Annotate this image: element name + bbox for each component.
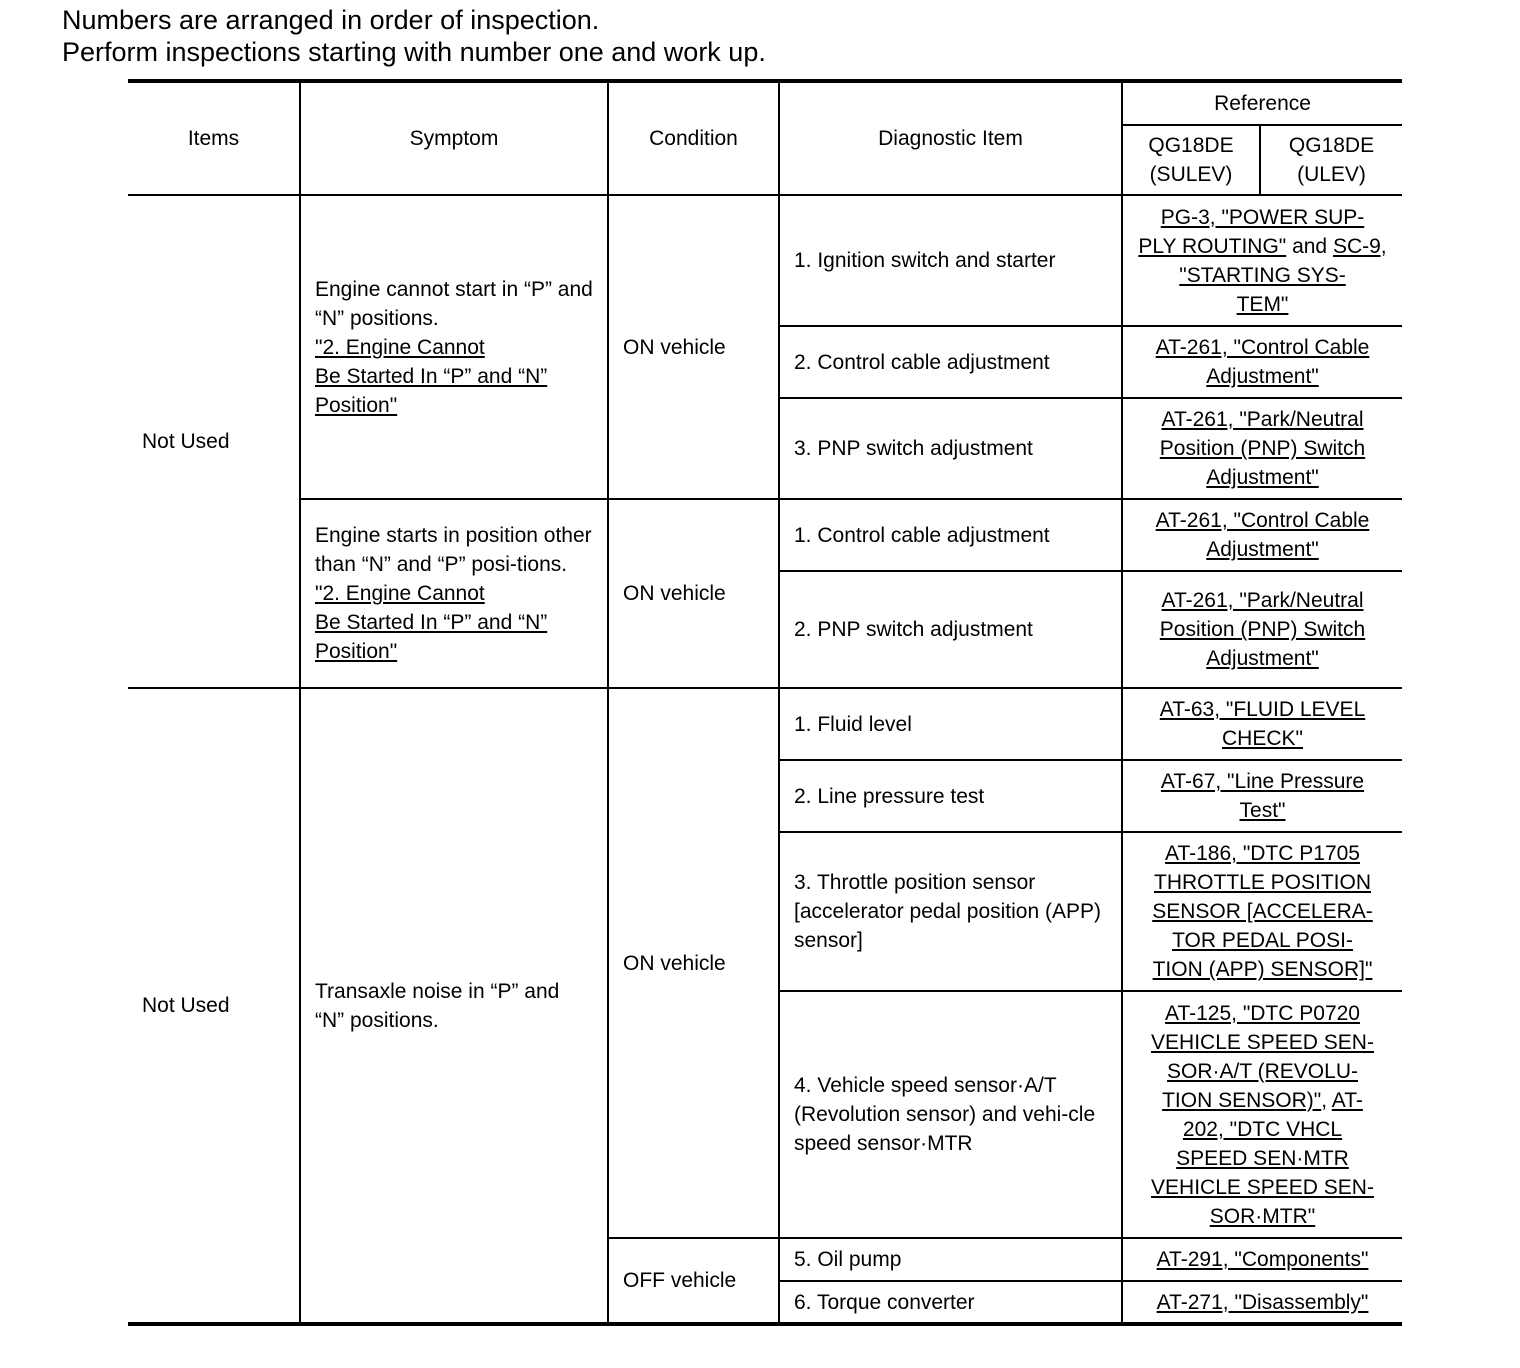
reference-cell <box>1122 398 1402 499</box>
reference-link[interactable]: AT-125, "DTC P0720 VEHICLE SPEED SEN- SOR·A/T (REVOLU- TION SENSOR)" <box>1151 1001 1374 1112</box>
reference-link[interactable]: AT-291, "Components" <box>1156 1248 1369 1271</box>
symptom-cell <box>300 499 608 688</box>
reference-link[interactable]: AT- 202, "DTC VHCL SPEED SEN·MTR VEHICLE SPEED SEN- SOR·MTR" <box>1151 1088 1374 1228</box>
diagnostic-item: 1. Fluid level <box>779 688 1122 760</box>
reference-conjunction: and <box>1286 234 1333 258</box>
header-items: Items <box>128 81 300 195</box>
reference-link[interactable]: PG-3, "POWER SUP- PLY ROUTING" <box>1138 205 1365 258</box>
diagnostic-item: 5. Oil pump <box>779 1238 1122 1281</box>
diagnostic-item: 3. Throttle position sensor [accelerator pedal position (APP) sensor] <box>779 832 1122 991</box>
diagnostic-item: 3. PNP switch adjustment <box>779 398 1122 499</box>
reference-cell <box>1122 991 1402 1238</box>
reference-cell <box>1122 571 1402 688</box>
diagnostic-item: 1. Control cable adjustment <box>779 499 1122 571</box>
condition-cell: OFF vehicle <box>608 1238 779 1324</box>
condition-cell: ON vehicle <box>608 195 779 499</box>
reference-link[interactable]: AT-63, "FLUID LEVEL CHECK" <box>1159 698 1366 750</box>
reference-link[interactable]: AT-261, "Park/Neutral Position (PNP) Switch Adjustment" <box>1159 589 1366 670</box>
reference-link[interactable]: SC-9, "STARTING SYS- TEM" <box>1179 234 1387 316</box>
reference-cell <box>1122 1281 1402 1324</box>
header-ref-ulev: QG18DE (ULEV) <box>1260 125 1402 195</box>
items-cell: Not Used <box>128 688 300 1324</box>
reference-cell <box>1122 1238 1402 1281</box>
header-diagnostic-item: Diagnostic Item <box>779 81 1122 195</box>
condition-cell: ON vehicle <box>608 688 779 1238</box>
intro-line-2: Perform inspections starting with number one and work up. <box>62 37 766 67</box>
reference-link[interactable]: AT-271, "Disassembly" <box>1156 1290 1369 1314</box>
reference-link[interactable]: AT-67, "Line Pressure Test" <box>1160 770 1365 822</box>
header-reference: Reference <box>1122 81 1402 125</box>
diagnostic-item: 2. PNP switch adjustment <box>779 571 1122 688</box>
reference-link[interactable]: AT-186, "DTC P1705 THROTTLE POSITION SENSOR [ACCELERA- TOR PEDAL POSI- TION (APP) SENSOR]" <box>1152 842 1373 981</box>
items-cell: Not Used <box>128 195 300 688</box>
symptom-link[interactable]: "2. Engine Cannot <box>315 335 485 359</box>
reference-conjunction: , <box>1321 1088 1332 1112</box>
diagnostic-item: 6. Torque converter <box>779 1281 1122 1324</box>
reference-cell <box>1122 832 1402 991</box>
symptom-link[interactable]: Position" <box>315 393 398 417</box>
reference-cell <box>1122 195 1402 326</box>
diagnostic-item: 2. Control cable adjustment <box>779 326 1122 398</box>
reference-cell <box>1122 499 1402 571</box>
diagnostic-item: 1. Ignition switch and starter <box>779 195 1122 326</box>
header-ref-sulev: QG18DE (SULEV) <box>1122 125 1260 195</box>
header-symptom: Symptom <box>300 81 608 195</box>
diagnostic-item: 2. Line pressure test <box>779 760 1122 832</box>
intro-line-1: Numbers are arranged in order of inspection. <box>62 5 600 35</box>
table-body <box>128 195 1402 1324</box>
table-row <box>128 499 1402 571</box>
intro-text <box>62 4 766 68</box>
reference-link[interactable]: AT-261, "Control Cable Adjustment" <box>1155 336 1370 388</box>
diagnostic-table <box>128 79 1402 1326</box>
reference-link[interactable]: AT-261, "Control Cable Adjustment" <box>1155 509 1370 561</box>
table-row <box>128 688 1402 760</box>
symptom-text: Transaxle noise in “P” and “N” positions. <box>315 979 560 1032</box>
table-row <box>128 195 1402 326</box>
reference-cell <box>1122 688 1402 760</box>
symptom-link[interactable]: Position" <box>315 640 398 663</box>
symptom-text: Engine starts in position other than “N” and “P” posi-tions. <box>315 524 592 576</box>
symptom-link[interactable]: Be Started In “P” and “N” <box>315 611 548 634</box>
symptom-cell <box>300 688 608 1324</box>
symptom-link[interactable]: "2. Engine Cannot <box>315 582 485 605</box>
diagnostic-item: 4. Vehicle speed sensor·A/T (Revolution sensor) and vehi-cle speed sensor·MTR <box>779 991 1122 1238</box>
header-condition: Condition <box>608 81 779 195</box>
symptom-cell <box>300 195 608 499</box>
symptom-text: Engine cannot start in “P” and “N” positions. <box>315 277 593 330</box>
reference-cell <box>1122 760 1402 832</box>
condition-cell: ON vehicle <box>608 499 779 688</box>
reference-link[interactable]: AT-261, "Park/Neutral Position (PNP) Switch Adjustment" <box>1159 408 1366 489</box>
symptom-link[interactable]: Be Started In “P” and “N” <box>315 364 548 388</box>
reference-cell <box>1122 326 1402 398</box>
